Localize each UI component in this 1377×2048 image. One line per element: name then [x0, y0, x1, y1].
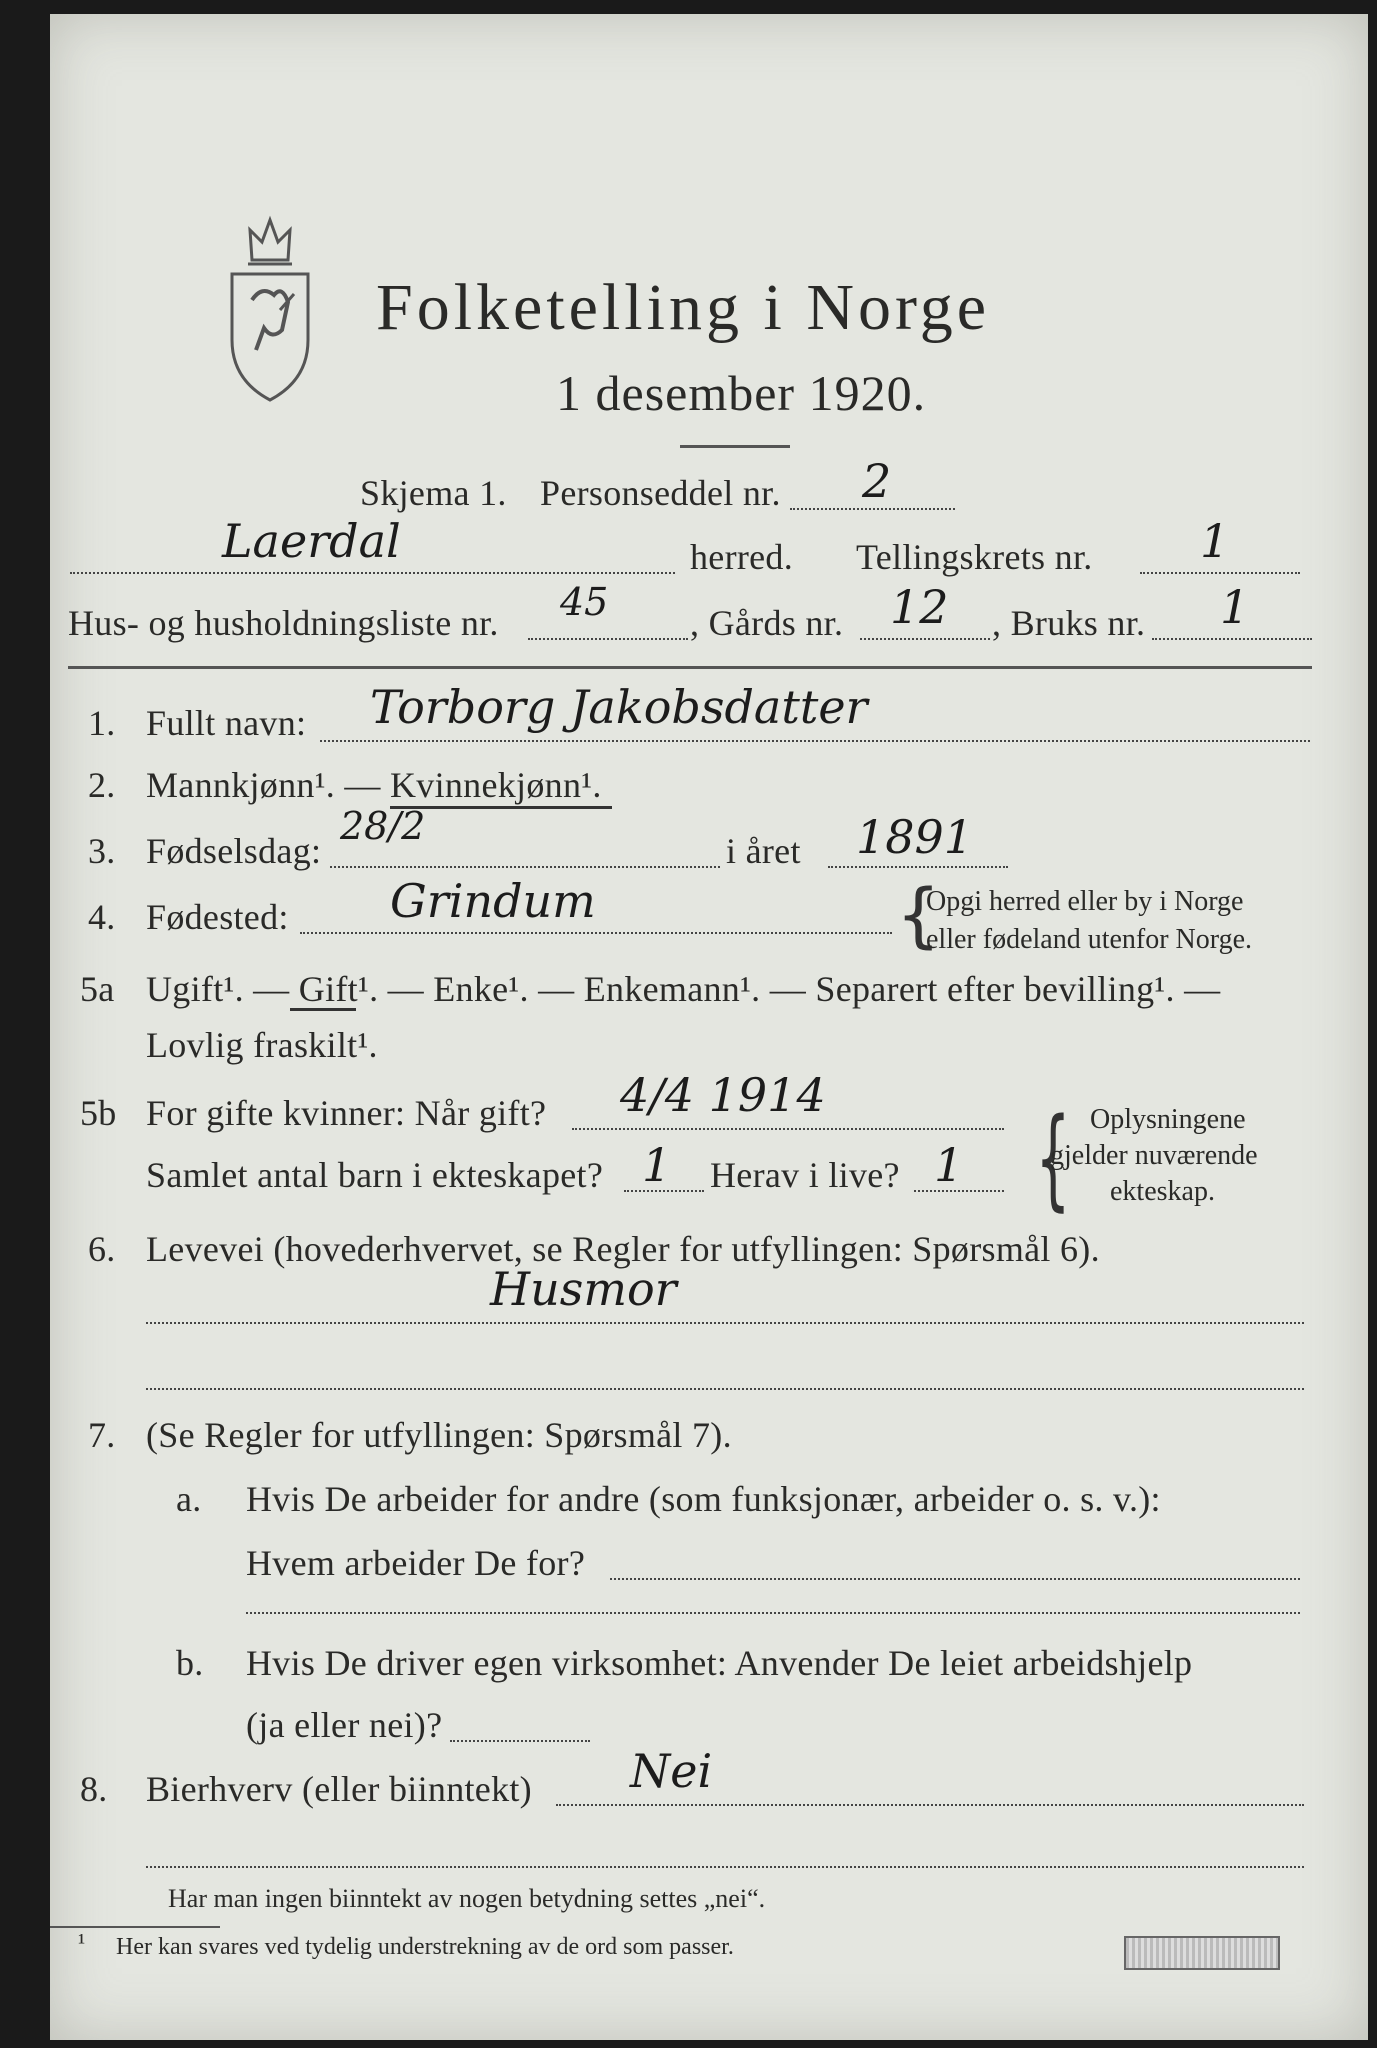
- q7-label: (Se Regler for utfyllingen: Spørsmål 7).: [146, 1415, 732, 1455]
- q7b-line2: (ja eller nei)?: [246, 1705, 443, 1745]
- q6-number: 6.: [88, 1229, 116, 1269]
- q7a-letter: a.: [176, 1479, 202, 1519]
- bruks-value[interactable]: 1: [1220, 580, 1250, 634]
- gards-value[interactable]: 12: [890, 580, 949, 634]
- q4-note-line1: Opgi herred eller by i Norge: [926, 886, 1244, 917]
- q7a-line1: Hvis De arbeider for andre (som funksjonær, arbeider o. s. v.):: [246, 1479, 1161, 1519]
- q8-field-line-2: [146, 1866, 1304, 1868]
- q1-number: 1.: [88, 703, 116, 743]
- q1-field-line: [320, 740, 1310, 742]
- q4-number: 4.: [88, 897, 116, 937]
- q7b-letter: b.: [176, 1643, 204, 1683]
- husliste-value[interactable]: 45: [560, 580, 609, 624]
- q5b-note-line1: Oplysningene: [1090, 1104, 1246, 1135]
- herred-field-line: [70, 572, 675, 574]
- birth-year-value[interactable]: 1891: [856, 810, 974, 864]
- marriage-date-value[interactable]: 4/4 1914: [620, 1068, 826, 1122]
- form-title: Folketelling i Norge: [376, 271, 991, 344]
- q4-label: Fødested:: [146, 897, 289, 937]
- header-separator: [68, 666, 1312, 669]
- q5b-children-label: Samlet antal barn i ekteskapet?: [146, 1155, 604, 1195]
- personseddel-field-line: [790, 508, 955, 510]
- q2-number: 2.: [88, 765, 116, 805]
- birthplace-value[interactable]: Grindum: [390, 874, 596, 928]
- q7-number: 7.: [88, 1415, 116, 1455]
- q3-date-field-line: [330, 866, 720, 868]
- full-name-value[interactable]: Torborg Jakobsdatter: [370, 680, 868, 734]
- q5a-line2: Lovlig fraskilt¹.: [146, 1025, 378, 1065]
- q8-number: 8.: [80, 1769, 108, 1809]
- q5a-marital-options: Ugift¹. — Gift¹. — Enke¹. — Enkemann¹. — Separert efter bevilling¹. —: [146, 969, 1221, 1009]
- q4-note-brace: {: [896, 874, 941, 956]
- tellingskrets-label: Tellingskrets nr.: [856, 537, 1093, 577]
- q5b-note-line3: ekteskap.: [1110, 1176, 1215, 1207]
- footer-note: Har man ingen biinntekt av nogen betydning settes „nei“.: [168, 1884, 766, 1913]
- bruks-label: , Bruks nr.: [992, 603, 1146, 643]
- q3-year-label: i året: [726, 831, 801, 871]
- census-date: 1 desember 1920.: [556, 365, 927, 421]
- q3-number: 3.: [88, 831, 116, 871]
- q1-label: Fullt navn:: [146, 703, 307, 743]
- q7a-line2: Hvem arbeider De for?: [246, 1543, 586, 1583]
- q7a-field-line-2[interactable]: [246, 1612, 1300, 1614]
- q5b-number: 5b: [80, 1093, 117, 1133]
- q4-field-line: [300, 932, 892, 934]
- secondary-income-value[interactable]: Nei: [630, 1744, 713, 1798]
- q6-field-line-1: [146, 1322, 1304, 1324]
- bruks-field-line: [1152, 638, 1312, 640]
- q5b-alive-label: Herav i live?: [710, 1155, 900, 1195]
- q5a-selected-underline: [290, 1008, 356, 1011]
- tellingskrets-field-line: [1140, 572, 1300, 574]
- census-form-page: [50, 14, 1368, 2040]
- q5b-married-when-label: For gifte kvinner: Når gift?: [146, 1093, 547, 1133]
- q7a-field-line-1[interactable]: [610, 1578, 1300, 1580]
- q2-gender-options: Mannkjønn¹. — Kvinnekjønn¹.: [146, 765, 602, 805]
- footnote-text: Her kan svares ved tydelig understrekning av de ord som passer.: [116, 1934, 734, 1960]
- q5b-married-field-line: [572, 1128, 1004, 1130]
- norwegian-coat-of-arms-emblem: [222, 190, 318, 404]
- printer-stamp: [1124, 1936, 1280, 1970]
- gards-field-line: [860, 638, 990, 640]
- children-alive-value[interactable]: 1: [934, 1138, 964, 1192]
- herred-value[interactable]: Laerdal: [222, 514, 401, 568]
- q7b-line1: Hvis De driver egen virksomhet: Anvender De leiet arbeidshjelp: [246, 1643, 1193, 1683]
- q5b-note-brace: {: [1035, 1094, 1071, 1222]
- personseddel-value[interactable]: 2: [862, 454, 892, 508]
- q5b-note-line2: gjelder nuværende: [1050, 1140, 1258, 1171]
- children-total-value[interactable]: 1: [642, 1138, 672, 1192]
- q7b-field-line[interactable]: [450, 1740, 590, 1742]
- q3-year-field-line: [828, 866, 1008, 868]
- title-divider: [680, 445, 790, 448]
- q6-label: Levevei (hovederhvervet, se Regler for utfyllingen: Spørsmål 6).: [146, 1229, 1100, 1269]
- skjema-label: Skjema 1.: [360, 473, 507, 513]
- q4-note-line2: eller fødeland utenfor Norge.: [926, 924, 1253, 955]
- q5a-number: 5a: [80, 969, 115, 1009]
- tellingskrets-value[interactable]: 1: [1200, 514, 1230, 568]
- husliste-label: Hus- og husholdningsliste nr.: [68, 603, 499, 643]
- q6-field-line-2: [146, 1388, 1304, 1390]
- gards-label: , Gårds nr.: [690, 603, 844, 643]
- q8-field-line-1: [556, 1804, 1304, 1806]
- birthdate-value[interactable]: 28/2: [340, 804, 426, 848]
- husliste-field-line: [528, 638, 688, 640]
- footnote-rule: [50, 1926, 220, 1928]
- footnote-mark: ¹: [78, 1930, 86, 1956]
- herred-label: herred.: [690, 537, 794, 577]
- personseddel-label: Personseddel nr.: [540, 473, 781, 513]
- q3-label: Fødselsdag:: [146, 831, 322, 871]
- occupation-value[interactable]: Husmor: [490, 1262, 677, 1316]
- q8-label: Bierhverv (eller biinntekt): [146, 1769, 532, 1809]
